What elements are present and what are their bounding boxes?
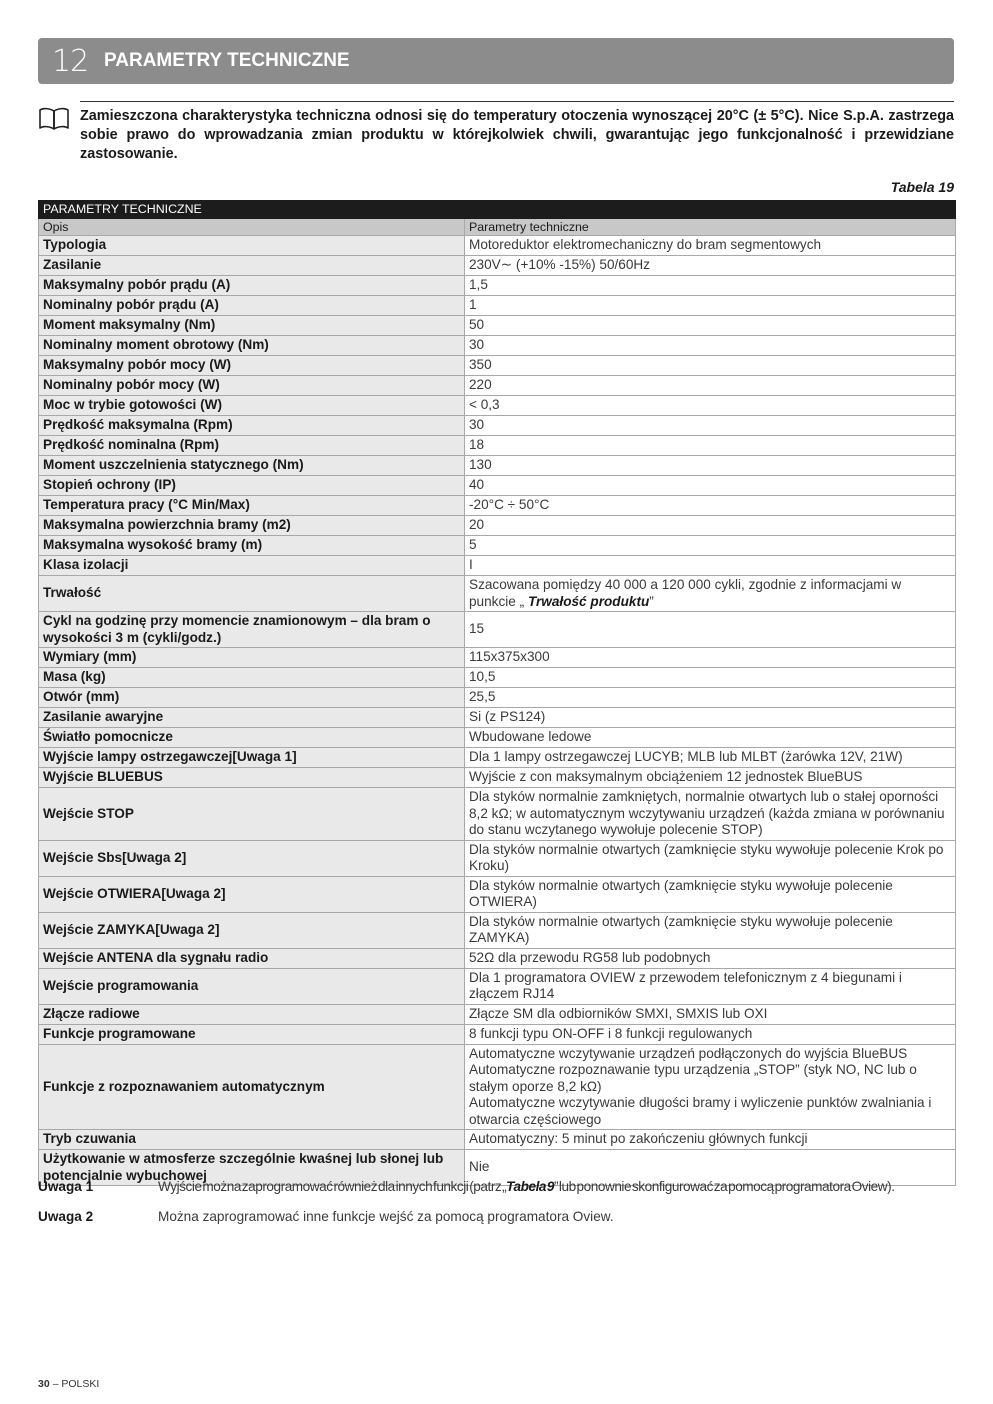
remark-text-before: Wyjście można zaprogramować również dla innych funkcji (patrz „ bbox=[158, 1179, 507, 1194]
row-value: Złącze SM dla odbiorników SMXI, SMXIS lub OXI bbox=[465, 1004, 956, 1024]
table-row bbox=[39, 476, 956, 496]
table-row bbox=[39, 912, 956, 948]
row-value: 50 bbox=[465, 316, 956, 336]
table-row bbox=[39, 1004, 956, 1024]
note-divider bbox=[80, 101, 954, 102]
row-value: 350 bbox=[465, 356, 956, 376]
table-row bbox=[39, 1044, 956, 1130]
table-row bbox=[39, 688, 956, 708]
row-label: Moment uszczelnienia statycznego (Nm) bbox=[39, 456, 465, 476]
remark-text-after: ” lub ponownie skonfigurować za pomocą programatora Oview). bbox=[553, 1179, 895, 1194]
open-book-icon bbox=[38, 107, 70, 131]
row-value: Dla styków normalnie otwartych (zamknięcie styku wywołuje polecenie OTWIERA) bbox=[465, 876, 956, 912]
table-row bbox=[39, 356, 956, 376]
row-label: Maksymalna wysokość bramy (m) bbox=[39, 536, 465, 556]
row-value: Wbudowane ledowe bbox=[465, 728, 956, 748]
row-label: Maksymalna powierzchnia bramy (m2) bbox=[39, 516, 465, 536]
row-value: Dla styków normalnie otwartych (zamknięcie styku wywołuje polecenie Krok po Kroku) bbox=[465, 840, 956, 876]
remark-1 bbox=[38, 1178, 955, 1196]
section-title: PARAMETRY TECHNICZNE bbox=[104, 50, 350, 71]
row-value: 30 bbox=[465, 416, 956, 436]
table-row bbox=[39, 256, 956, 276]
specs-table bbox=[38, 200, 956, 1186]
row-label: Typologia bbox=[39, 236, 465, 256]
row-value: Wyjście z con maksymalnym obciążeniem 12 jednostek BlueBUS bbox=[465, 768, 956, 788]
footer-language: POLSKI bbox=[61, 1378, 100, 1390]
table-row bbox=[39, 576, 956, 612]
table-row bbox=[39, 648, 956, 668]
row-value: 15 bbox=[465, 612, 956, 648]
table-row bbox=[39, 668, 956, 688]
table-title: PARAMETRY TECHNICZNE bbox=[39, 201, 956, 219]
table-row bbox=[39, 436, 956, 456]
value-line: Automatyczne rozpoznawanie typu urządzenia „STOP” (styk NO, NC lub o stałym oporze 8,2 kΩ) bbox=[469, 1062, 917, 1094]
row-label: Prędkość nominalna (Rpm) bbox=[39, 436, 465, 456]
row-label: Otwór (mm) bbox=[39, 688, 465, 708]
row-label: Cykl na godzinę przy momencie znamionowym – dla bram o wysokości 3 m (cykli/godz.) bbox=[39, 612, 465, 648]
row-label: Światło pomocnicze bbox=[39, 728, 465, 748]
table-row bbox=[39, 788, 956, 841]
row-label: Złącze radiowe bbox=[39, 1004, 465, 1024]
table-row bbox=[39, 396, 956, 416]
table-row bbox=[39, 968, 956, 1004]
remarks bbox=[38, 1178, 955, 1238]
row-label: Nominalny pobór mocy (W) bbox=[39, 376, 465, 396]
table-row bbox=[39, 1024, 956, 1044]
row-value: 220 bbox=[465, 376, 956, 396]
row-label: Wejście ZAMYKA[Uwaga 2] bbox=[39, 912, 465, 948]
table-row bbox=[39, 516, 956, 536]
row-label: Maksymalny pobór mocy (W) bbox=[39, 356, 465, 376]
row-label: Masa (kg) bbox=[39, 668, 465, 688]
row-label: Zasilanie bbox=[39, 256, 465, 276]
row-value: I bbox=[465, 556, 956, 576]
section-header bbox=[38, 38, 954, 84]
row-value: Nie bbox=[465, 1150, 956, 1186]
row-value: 40 bbox=[465, 476, 956, 496]
row-value: Dla 1 programatora OVIEW z przewodem telefonicznym z 4 biegunami i złączem RJ14 bbox=[465, 968, 956, 1004]
row-label: Prędkość maksymalna (Rpm) bbox=[39, 416, 465, 436]
row-value: 1 bbox=[465, 296, 956, 316]
row-value bbox=[465, 1044, 956, 1130]
row-label: Funkcje z rozpoznawaniem automatycznym bbox=[39, 1044, 465, 1130]
row-value: Si (z PS124) bbox=[465, 708, 956, 728]
table-row bbox=[39, 768, 956, 788]
column-header-parameters: Parametry techniczne bbox=[465, 218, 956, 236]
row-value: 8 funkcji typu ON-OFF i 8 funkcji regulowanych bbox=[465, 1024, 956, 1044]
footer-separator: – bbox=[49, 1378, 62, 1390]
row-value: Dla 1 lampy ostrzegawczej LUCYB; MLB lub MLBT (żarówka 12V, 21W) bbox=[465, 748, 956, 768]
table-row bbox=[39, 316, 956, 336]
table-row bbox=[39, 612, 956, 648]
remark-text: Można zaprogramować inne funkcje wejść za pomocą programatora Oview. bbox=[158, 1209, 614, 1224]
row-label: Wejście ANTENA dla sygnału radio bbox=[39, 948, 465, 968]
row-label: Wejście Sbs[Uwaga 2] bbox=[39, 840, 465, 876]
row-label: Zasilanie awaryjne bbox=[39, 708, 465, 728]
page-number: 30 bbox=[38, 1378, 50, 1390]
row-value: 52Ω dla przewodu RG58 lub podobnych bbox=[465, 948, 956, 968]
row-value: 230V∼ (+10% -15%) 50/60Hz bbox=[465, 256, 956, 276]
value-text: Szacowana pomiędzy 40 000 a 120 000 cykli, zgodnie z informacjami w punkcie „ bbox=[469, 577, 902, 609]
row-label: Użytkowanie w atmosferze szczególnie kwaśnej lub słonej lub potencjalnie wybuchowej bbox=[39, 1150, 465, 1186]
row-value: 1,5 bbox=[465, 276, 956, 296]
row-value: Dla styków normalnie otwartych (zamknięcie styku wywołuje polecenie ZAMYKA) bbox=[465, 912, 956, 948]
row-label: Nominalny moment obrotowy (Nm) bbox=[39, 336, 465, 356]
row-value: Dla styków normalnie zamkniętych, normalnie otwartych lub o stałej oporności 8,2 kΩ; w automatycznym wczytywaniu urządzeń (każda zmiana w porównaniu do stanu wczytanego wywołuje polecenie STOP) bbox=[465, 788, 956, 841]
section-number: 12 bbox=[52, 43, 89, 79]
table-row bbox=[39, 1130, 956, 1150]
table-title-row bbox=[39, 201, 956, 219]
table-row bbox=[39, 416, 956, 436]
table-row bbox=[39, 840, 956, 876]
row-value: Motoreduktor elektromechaniczny do bram segmentowych bbox=[465, 236, 956, 256]
row-value: < 0,3 bbox=[465, 396, 956, 416]
table-row bbox=[39, 948, 956, 968]
remark-text bbox=[158, 1178, 955, 1196]
table-row bbox=[39, 376, 956, 396]
row-label: Funkcje programowane bbox=[39, 1024, 465, 1044]
row-label: Nominalny pobór prądu (A) bbox=[39, 296, 465, 316]
table-row bbox=[39, 728, 956, 748]
row-label: Moc w trybie gotowości (W) bbox=[39, 396, 465, 416]
row-label: Stopień ochrony (IP) bbox=[39, 476, 465, 496]
row-value: 115x375x300 bbox=[465, 648, 956, 668]
column-header-description: Opis bbox=[39, 218, 465, 236]
table-row bbox=[39, 236, 956, 256]
row-label: Klasa izolacji bbox=[39, 556, 465, 576]
table-row bbox=[39, 536, 956, 556]
row-label: Wyjście BLUEBUS bbox=[39, 768, 465, 788]
table-row bbox=[39, 876, 956, 912]
row-value: 130 bbox=[465, 456, 956, 476]
table-row bbox=[39, 336, 956, 356]
table-row bbox=[39, 296, 956, 316]
row-label: Trwałość bbox=[39, 576, 465, 612]
row-value: 25,5 bbox=[465, 688, 956, 708]
row-label: Tryb czuwania bbox=[39, 1130, 465, 1150]
table-row bbox=[39, 276, 956, 296]
row-value: 30 bbox=[465, 336, 956, 356]
value-line: Automatyczne wczytywanie urządzeń podłączonych do wyjścia BlueBUS bbox=[469, 1045, 908, 1061]
table-row bbox=[39, 456, 956, 476]
row-label: Maksymalny pobór prądu (A) bbox=[39, 276, 465, 296]
table-header-row bbox=[39, 218, 956, 236]
value-text-end: ” bbox=[649, 593, 654, 609]
row-value: 20 bbox=[465, 516, 956, 536]
table-row bbox=[39, 708, 956, 728]
remark-label: Uwaga 2 bbox=[38, 1209, 94, 1224]
row-label: Moment maksymalny (Nm) bbox=[39, 316, 465, 336]
table-row bbox=[39, 748, 956, 768]
page-footer bbox=[38, 1378, 99, 1390]
value-line: Automatyczne wczytywanie długości bramy i wyliczenie punktów zwalniania i otwarcia częściowego bbox=[469, 1095, 932, 1127]
row-label: Temperatura pracy (°C Min/Max) bbox=[39, 496, 465, 516]
row-label: Wymiary (mm) bbox=[39, 648, 465, 668]
value-reference[interactable]: Trwałość produktu bbox=[527, 593, 650, 609]
row-value: -20°C ÷ 50°C bbox=[465, 496, 956, 516]
note-text: Zamieszczona charakterystyka techniczna odnosi się do temperatury otoczenia wynoszącej 20°C (± 5°C). Nice S.p.A. zastrzega sobie prawo do wprowadzania zmian produktu w którejkolwiek chwili, gwarantując jego funkcjonalność i przewidziane zastosowanie. bbox=[80, 108, 954, 162]
table-row bbox=[39, 496, 956, 516]
row-label: Wyjście lampy ostrzegawczej[Uwaga 1] bbox=[39, 748, 465, 768]
row-value: 10,5 bbox=[465, 668, 956, 688]
row-label: Wejście programowania bbox=[39, 968, 465, 1004]
row-value: 18 bbox=[465, 436, 956, 456]
table-row bbox=[39, 556, 956, 576]
row-value bbox=[465, 576, 956, 612]
table-caption: Tabela 19 bbox=[890, 179, 954, 195]
remark-2 bbox=[38, 1208, 955, 1226]
row-label: Wejście OTWIERA[Uwaga 2] bbox=[39, 876, 465, 912]
row-label: Wejście STOP bbox=[39, 788, 465, 841]
remark-table-reference[interactable]: Tabela 9 bbox=[506, 1179, 554, 1194]
remark-label: Uwaga 1 bbox=[38, 1179, 94, 1194]
row-value: 5 bbox=[465, 536, 956, 556]
row-value: Automatyczny: 5 minut po zakończeniu głównych funkcji bbox=[465, 1130, 956, 1150]
